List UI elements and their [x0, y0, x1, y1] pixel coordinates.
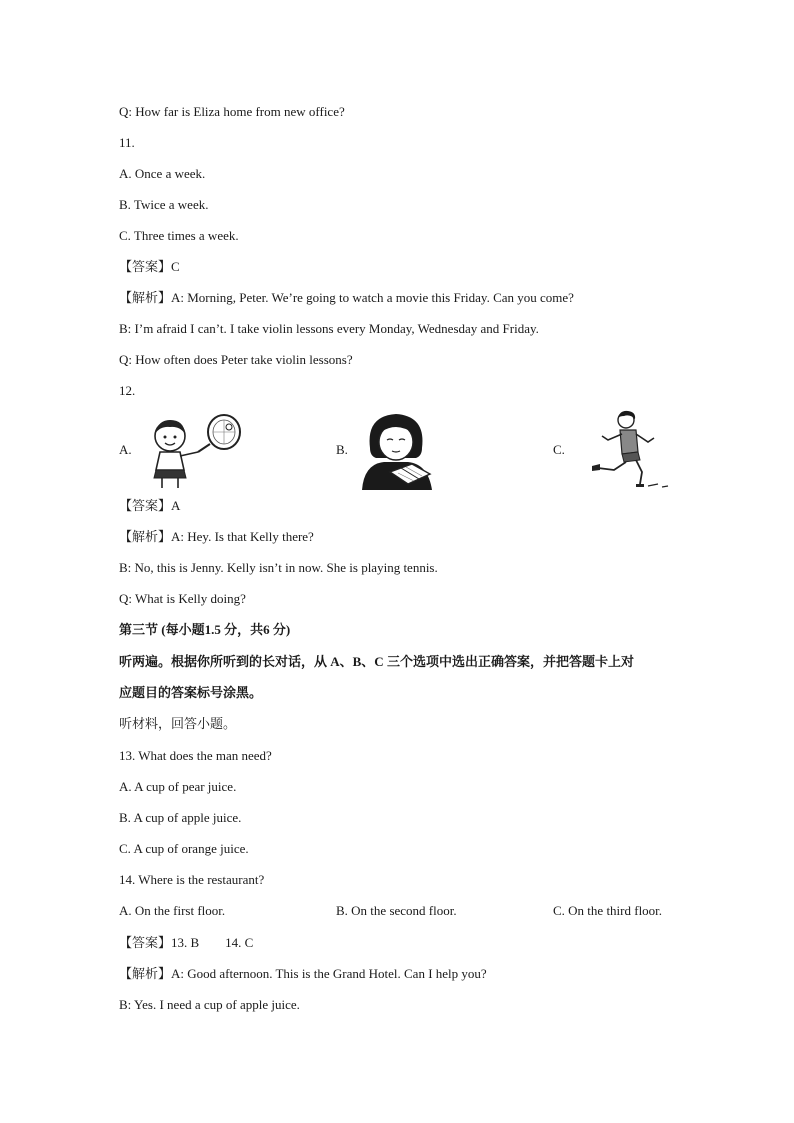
q11-option-b: B. Twice a week.: [119, 197, 209, 212]
q11-dialog-b: B: I’m afraid I can’t. I take violin lessons every Monday, Wednesday and Friday.: [119, 321, 539, 336]
q12-dialog-q: Q: What is Kelly doing?: [119, 591, 246, 606]
q11-explanation: 【解析】A: Morning, Peter. We’re going to watch a movie this Friday. Can you come?: [119, 290, 574, 305]
q13-14-dialog-b: B: Yes. I need a cup of apple juice.: [119, 997, 300, 1012]
q10-question: Q: How far is Eliza home from new office?: [119, 104, 345, 119]
section-3-instruction-line-2: 应题目的答案标号涂黑。: [119, 685, 263, 700]
q11-number: 11.: [119, 135, 135, 150]
q11-answer: 【答案】C: [119, 259, 180, 274]
q12-dialog-b: B: No, this is Jenny. Kelly isn’t in now. She is playing tennis.: [119, 560, 438, 575]
q13-question: 13. What does the man need?: [119, 748, 272, 763]
q12-option-c-label: C.: [553, 442, 565, 457]
q11-dialog-q: Q: How often does Peter take violin lessons?: [119, 352, 353, 367]
q13-option-a: A. A cup of pear juice.: [119, 779, 237, 794]
q14-option-a: A. On the first floor.: [119, 903, 226, 918]
section-3-heading: 第三节 (每小题1.5 分，共6 分): [119, 622, 291, 637]
q11-option-c: C. Three times a week.: [119, 228, 239, 243]
q11-option-a: A. Once a week.: [119, 166, 206, 181]
q14-question: 14. Where is the restaurant?: [119, 872, 265, 887]
q12-option-b-label: B.: [336, 442, 348, 457]
q14-option-b: B. On the second floor.: [336, 903, 457, 918]
q13-14-answer: 【答案】13. B 14. C: [119, 935, 254, 950]
q12-option-a-label: A.: [119, 442, 132, 457]
q13-option-c: C. A cup of orange juice.: [119, 841, 249, 856]
q13-option-b: B. A cup of apple juice.: [119, 810, 242, 825]
q12-explanation: 【解析】A: Hey. Is that Kelly there?: [119, 529, 314, 544]
q12-number: 12.: [119, 383, 136, 398]
listening-material-note: 听材料，回答小题。: [119, 716, 237, 731]
q13-14-explanation: 【解析】A: Good afternoon. This is the Grand Hotel. Can I help you?: [119, 966, 487, 981]
q12-answer: 【答案】A: [119, 498, 181, 513]
section-3-instruction-line-1: 听两遍。根据你所听到的长对话，从 A、B、C 三个选项中选出正确答案，并把答题卡上对: [119, 654, 634, 669]
girl-with-tennis-racket-icon: [140, 414, 246, 490]
girl-reading-book-icon: [356, 410, 436, 490]
q14-option-c: C. On the third floor.: [553, 903, 663, 918]
girl-running-icon: [578, 408, 670, 490]
